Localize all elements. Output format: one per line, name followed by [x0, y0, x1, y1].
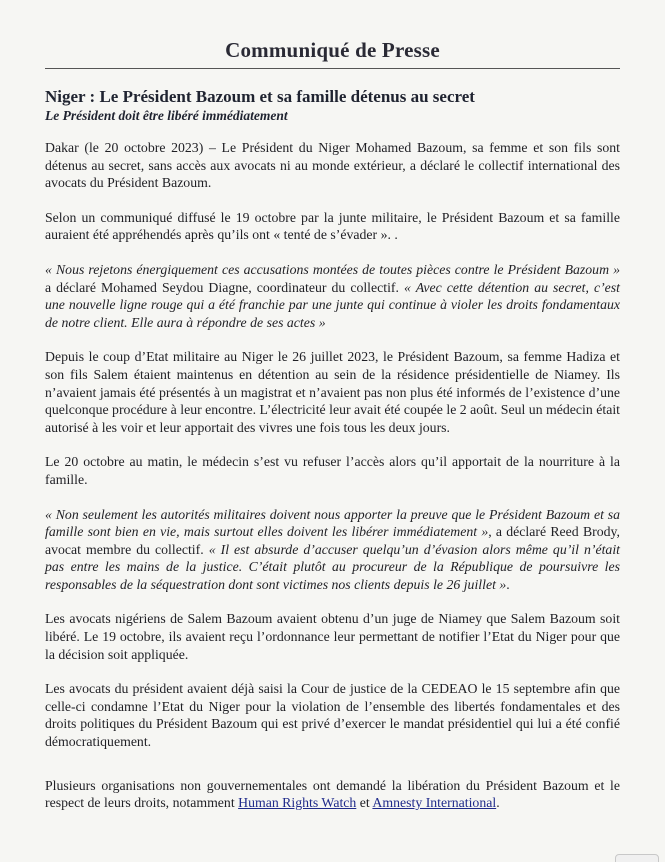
quote-diagne-1: « Nous rejetons énergiquement ces accusations montées de toutes pièces contre le Président Bazoum » [45, 261, 620, 277]
paragraph-intro: Dakar (le 20 octobre 2023) – Le Président du Niger Mohamed Bazoum, sa femme et son fils sont détenus au secret, sans accès aux avocats ni au monde extérieur, a déclaré le collectif international des avocats du Président Bazoum. [45, 140, 620, 191]
link-human-rights-watch[interactable]: Human Rights Watch [238, 795, 357, 811]
paragraph-ngos [45, 777, 620, 812]
headline: Niger : Le Président Bazoum et sa famille détenus au secret [45, 87, 475, 106]
paragraph-salem-ruling: Les avocats nigériens de Salem Bazoum avaient obtenu d’un juge de Niamey que Salem Bazoum soit libéré. Le 19 octobre, ils avaient reçu l’ordonnance leur permettant de notifier l’Etat du Niger pour que la décision soit appliquée. [45, 611, 620, 662]
quote-diagne-2: « Avec cette détention au secret, c’est une nouvelle ligne rouge qui a été franchie par une junte qui continue à violer les droits fondamentaux de notre client. Elle aura à répondre de ses actes » [45, 279, 621, 330]
paragraph-ecowas-court: Les avocats du président avaient déjà saisi la Cour de justice de la CEDEAO le 15 septembre afin que celle-ci condamne l’Etat du Niger pour la violation de l’ensemble des libertés fondamentales et des droits politiques du Président Bazoum qui est privé d’exercer le mandat présidentiel qui lui a été confié démocratiquement. [45, 681, 620, 750]
ngo-conjunction: et [356, 795, 373, 811]
ngo-end-period: . [496, 795, 500, 811]
quote-brody-2: « Il est absurde d’accuser quelqu’un d’évasion alors même qu’il n’était pas entre les mains de la justice. C’était plutôt au procureur de la République de poursuivre les responsables de la séquestration dont sont victimes nos clients depuis le 26 juillet » [45, 541, 621, 592]
paragraph-end-period: . [506, 576, 510, 592]
paragraph-diagne-quote [45, 261, 620, 331]
ngo-text: Plusieurs organisations non gouvernementales ont demandé la libération du Président Bazoum et le respect de leurs droits, notamment [45, 777, 620, 811]
paragraph-detention-background: Depuis le coup d’Etat militaire au Niger le 26 juillet 2023, le Président Bazoum, sa femme Hadiza et son fils Salem étaient maintenus en détention au sein de la résidence présidentielle de Niamey. Ils n’avaient jamais été présentés à un magistrat et n’avaient pas non plus été informés de l’existence d’une quelconque procédure à leur encontre. L’électricité leur avait été coupée le 2 août. Seul un médecin était autorisé à les voir et leur apportait des vivres une fois tous les deux jours. [45, 349, 620, 435]
corner-widget [615, 854, 659, 862]
attribution-brody: , a déclaré Reed Brody, avocat membre du collectif. [45, 524, 620, 557]
attribution-diagne: a déclaré Mohamed Seydou Diagne, coordinateur du collectif. [45, 279, 405, 295]
paragraph-junta-statement: Selon un communiqué diffusé le 19 octobre par la junte militaire, le Président Bazoum et sa famille auraient été appréhendés après qu’ils ont « tenté de s’évader ». . [45, 209, 620, 243]
paragraph-doctor-refused: Le 20 octobre au matin, le médecin s’est vu refuser l’accès alors qu’il apportait de la nourriture à la famille. [45, 454, 620, 487]
quote-brody-1: « Non seulement les autorités militaires doivent nous apporter la preuve que le Président Bazoum et sa famille sont bien en vie, mais surtout elles doivent les libérer immédiatement » [45, 506, 620, 540]
page-title: Communiqué de Presse [45, 38, 620, 69]
paragraph-brody-quote [45, 506, 620, 594]
link-amnesty-international[interactable]: Amnesty International [372, 795, 497, 811]
press-release [45, 38, 620, 812]
subheadline: Le Président doit être libéré immédiatement [45, 108, 288, 123]
